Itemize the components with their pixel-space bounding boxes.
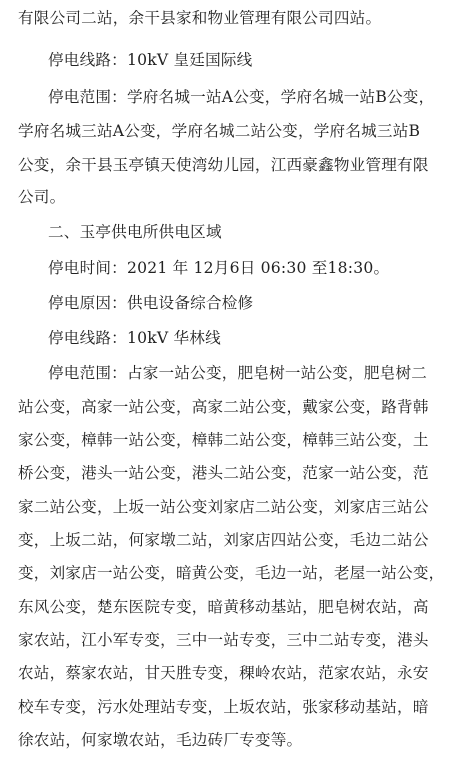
paragraph-line: 校车专变，污水处理站专变，上坂农站，张家移动基站，暗: [18, 698, 429, 716]
paragraph-line: 家公变，樟韩一站公变，樟韩二站公变，樟韩三站公变，土: [18, 431, 429, 449]
paragraph-line: 桥公变，港头一站公变，港头二站公变，范家一站公变，范: [18, 464, 429, 482]
paragraph-line: 停电范围：学府名城一站A公变，学府名城一站B公变，: [48, 88, 435, 106]
paragraph-line: 有限公司二站，余干县家和物业管理有限公司四站。: [18, 9, 382, 27]
paragraph-line: 停电范围：占家一站公变，肥皂树一站公变，肥皂树二: [48, 364, 428, 382]
paragraph-line: 家二站公变，上坂一站公变刘家店二站公变，刘家店三站公: [18, 498, 429, 516]
paragraph-line: 公变，余干县玉亭镇天使湾幼儿园，江西豪鑫物业管理有限: [18, 156, 429, 174]
paragraph-line: 徐农站，何家墩农站，毛边砖厂专变等。: [18, 731, 303, 749]
paragraph-line: 站公变，高家一站公变，高家二站公变，戴家公变，路背韩: [18, 398, 429, 416]
paragraph-line: 学府名城三站A公变，学府名城二站公变，学府名城三站B: [18, 122, 421, 140]
paragraph-line: 停电线路：10kV 华林线: [48, 329, 221, 347]
paragraph-line: 变，上坂二站，何家墩二站，刘家店四站公变，毛边二站公: [18, 531, 429, 549]
paragraph-line: 公司。: [18, 188, 66, 206]
paragraph-line: 家农站，江小军专变，三中一站专变，三中二站专变，港头: [18, 631, 429, 649]
paragraph-line: 农站，蔡家农站，甘天胜专变，稞岭农站，范家农站，永安: [18, 664, 429, 682]
paragraph-line: 东风公变，楚东医院专变，暗黄移动基站，肥皂树农站，高: [18, 598, 429, 616]
paragraph-line: 停电时间：2021 年 12月6日 06:30 至18:30。: [48, 259, 390, 277]
paragraph-line: 停电线路：10kV 皇廷国际线: [48, 51, 253, 69]
paragraph-line: 变，刘家店一站公变，暗黄公变，毛边一站，老屋一站公变，: [18, 564, 445, 582]
section-heading: 二、玉亭供电所供电区域: [48, 223, 222, 241]
paragraph-line: 停电原因：供电设备综合检修: [48, 294, 254, 312]
